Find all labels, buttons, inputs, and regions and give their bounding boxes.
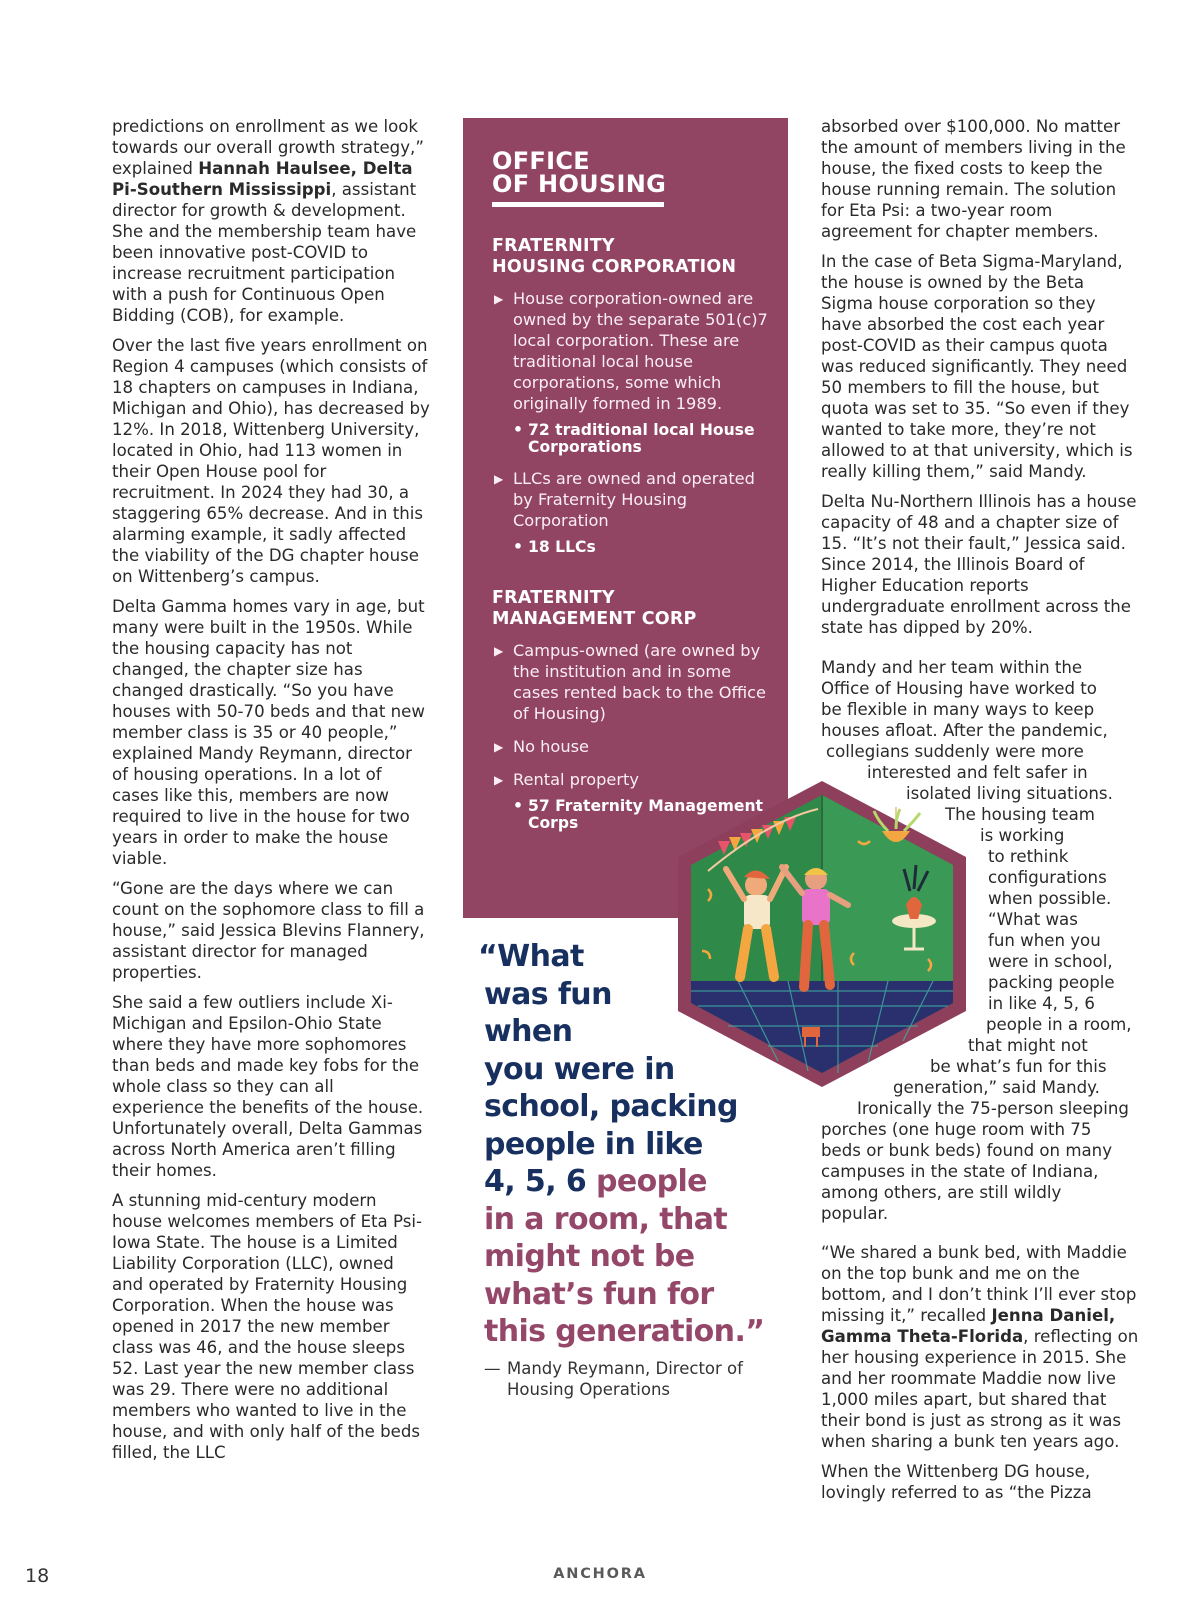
text-line: generation,” said Mandy. — [893, 1078, 1100, 1097]
stat-item: • 18 LLCs — [513, 538, 596, 556]
right-column-lower — [821, 1242, 1141, 1512]
text-line: people in a room, — [986, 1015, 1132, 1034]
paragraph: In the case of Beta Sigma-Maryland, the house is owned by the Beta Sigma house corporation so they have absorbed the cost each year post-COVID as their campus quota was reduced significantly. They need 50 members to fill the house, but quota was set to 35. “So even if they wanted to take more, they’re not allowed to at that university, which is really killing them,” said Mandy. — [821, 252, 1133, 481]
text-line: to rethink — [988, 847, 1069, 866]
text-line: Ironically the 75-person sleeping — [857, 1099, 1129, 1118]
stat-item: • 72 traditional local House Corporations — [513, 421, 755, 456]
text-line: configurations — [988, 868, 1107, 887]
bullet-icon: • — [513, 797, 523, 815]
text-line: in like 4, 5, 6 — [988, 994, 1095, 1013]
text-line: interested and felt safer in — [867, 763, 1088, 782]
text-line: be what’s fun for this — [930, 1057, 1107, 1076]
paragraph: Delta Gamma homes vary in age, but many were built in the 1950s. While the housing capacity has not changed, the chapter size has changed drastically. “So you have houses with 50-70 beds and that new member class is 35 or 40 people,” explained Mandy Reymann, director of housing operations. In a lot of cases like this, members are now required to live in the house for two years in order to make the house viable. — [112, 597, 425, 868]
list-item: ▶ House corporation-owned are owned by the separate 501(c)7 local corporation. These are traditional local house corporations, some which originally formed in 1989. — [494, 289, 768, 413]
paragraph: When the Wittenberg DG house, lovingly referred to as “the Pizza — [821, 1462, 1092, 1502]
text-line: beds or bunk beds) found on many — [821, 1141, 1113, 1160]
list-item: ▶ No house — [494, 737, 589, 756]
name-highlight: Hannah Haulsee, Delta Pi-Southern Mississippi — [112, 159, 413, 199]
text-line: were in school, — [988, 952, 1113, 971]
bullet-icon: • — [513, 421, 523, 439]
left-column — [112, 116, 430, 1472]
text-line: houses afloat. After the pandemic, — [821, 721, 1108, 740]
text-line: be flexible in many ways to keep — [821, 700, 1095, 719]
text-line: collegians suddenly were more — [826, 742, 1084, 761]
text-line: is working — [980, 826, 1065, 845]
list-item: ▶ LLCs are owned and operated by Fraternity Housing Corporation — [494, 469, 755, 530]
pull-quote-attribution: — Mandy Reymann, Director of Housing Operations — [484, 1359, 743, 1399]
right-column — [821, 116, 1141, 647]
text-line: among others, are still wildly — [821, 1183, 1062, 1202]
paragraph: absorbed over $100,000. No matter the amount of members living in the house, the fixed costs to keep the house running remain. The solution for Eta Psi: a two-year room agreement for chapter members. — [821, 117, 1126, 241]
bullet-icon: • — [513, 538, 523, 556]
section-heading: FRATERNITY HOUSING CORPORATION — [492, 236, 737, 277]
paragraph: “We shared a bunk bed, with Maddie on the top bunk and me on the bottom, and I don’t think I’ll ever stop missing it,” recalled Jenna Daniel, Gamma Theta-Florida, reflecting on her housing experience in 2015. She and her roommate Maddie now live 1,000 miles apart, but shared that their bond is just as strong as it was when sharing a bunk ten years ago. — [821, 1243, 1139, 1451]
text-line: “What was — [988, 910, 1078, 929]
triangle-bullet-icon: ▶ — [494, 644, 504, 658]
text-line: that might not — [968, 1036, 1088, 1055]
triangle-bullet-icon: ▶ — [494, 740, 504, 754]
paragraph: Over the last five years enrollment on Region 4 campuses (which consists of 18 chapters on campuses in Indiana, Michigan and Ohio), has decreased by 12%. In 2018, Wittenberg University, located in Ohio, had 113 women in their Open House pool for recruitment. In 2024 they had 30, a staggering 65% decrease. And in this alarming example, it sadly affected the viability of the DG chapter house on Wittenberg’s campus. — [112, 336, 430, 586]
text-line: when possible. — [988, 889, 1112, 908]
page-number: 18 — [25, 1565, 50, 1587]
paragraph: Delta Nu-Northern Illinois has a house capacity of 48 and a chapter size of 15. “It’s not their fault,” Jessica said. Since 2014, the Illinois Board of Higher Education reports undergraduate enrollment across the state has dipped by 20%. — [821, 492, 1137, 637]
paragraph: She said a few outliers include Xi-Michigan and Epsilon-Ohio State where they have more sophomores than beds and made key fobs for the whole class so they can all experience the benefits of the house. Unfortunately overall, Delta Gammas across North America aren’t filling their homes. — [112, 993, 424, 1180]
triangle-bullet-icon: ▶ — [494, 292, 504, 306]
title-underline — [492, 202, 664, 207]
text-line: packing people — [988, 973, 1115, 992]
text-line: fun when you — [988, 931, 1101, 950]
list-item: ▶ Campus-owned (are owned by the institution and in some cases rented back to the Office of Housing) — [494, 641, 767, 723]
triangle-bullet-icon: ▶ — [494, 773, 504, 787]
name-highlight: Jenna Daniel, Gamma Theta-Florida — [821, 1306, 1116, 1346]
text-line: campuses in the state of Indiana, — [821, 1162, 1099, 1181]
list-item: ▶ Rental property — [494, 770, 639, 789]
text-line: The housing team — [945, 805, 1095, 824]
section-heading: FRATERNITY MANAGEMENT CORP — [492, 588, 697, 629]
magazine-name: ANCHORA — [553, 1566, 647, 1582]
text-line: porches (one huge room with 75 — [821, 1120, 1092, 1139]
stat-item: • 57 Fraternity Management Corps — [513, 797, 763, 832]
text-line: Mandy and her team within the — [821, 658, 1083, 677]
text-line: isolated living situations. — [906, 784, 1113, 803]
paragraph: “Gone are the days where we can count on the sophomore class to fill a house,” said Jessica Blevins Flannery, assistant director for managed properties. — [112, 879, 425, 982]
paragraph: A stunning mid-century modern house welcomes members of Eta Psi-Iowa State. The house is a Limited Liability Corporation (LLC), owned and operated by Fraternity Housing Corporation. When the house was opened in 2017 the new member class was 46, and the house sleeps 52. Last year the new member class was 29. There were no additional members who wanted to live in the house, and with only half of the beds filled, the LLC — [112, 1191, 422, 1462]
pull-quote: “What was fun when you were in school, packing people in like 4, 5, 6 people in a room, that might not be what’s fun for this generation.” — [478, 939, 765, 1349]
sidebar-title: OFFICE OF HOUSING — [492, 147, 667, 198]
triangle-bullet-icon: ▶ — [494, 472, 504, 486]
text-line: popular. — [821, 1204, 889, 1223]
paragraph: predictions on enrollment as we look towards our overall growth strategy,” explained Hannah Haulsee, Delta Pi-Southern Mississippi, assistant director for growth & development. She and the membership team have been innovative post-COVID to increase recruitment participation with a push for Continuous Open Bidding (COB), for example. — [112, 117, 424, 325]
text-line: Office of Housing have worked to — [821, 679, 1097, 698]
